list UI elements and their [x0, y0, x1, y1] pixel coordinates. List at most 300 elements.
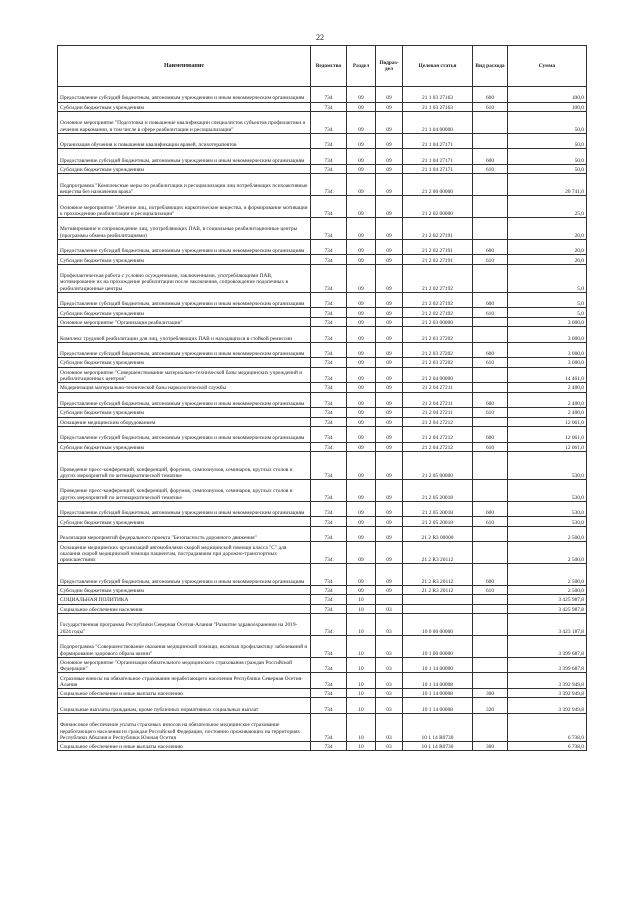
row-sum-cell: 50,0 [508, 111, 587, 133]
table-row [58, 426, 587, 442]
row-department-cell: 734 [311, 635, 347, 657]
row-target-article-cell: 21 2 03 27202 [403, 327, 473, 343]
row-subsection-cell: 09 [376, 451, 403, 479]
row-section-cell: 09 [347, 451, 376, 479]
row-section-cell: 09 [347, 264, 376, 292]
row-expense-type-cell: 610 [473, 308, 508, 317]
row-department-cell: 734 [311, 688, 347, 697]
row-section-cell: 09 [347, 87, 376, 103]
row-subsection-cell: 09 [376, 218, 403, 240]
row-section-cell: 10 [347, 673, 376, 689]
row-department-cell: 734 [311, 392, 347, 408]
row-expense-type-cell: 320 [473, 698, 508, 714]
row-name-cell: Основное мероприятие "Организация реабилитации" [58, 317, 311, 326]
table-row [58, 164, 587, 173]
row-name-cell: Социальное обеспечение населения [58, 604, 311, 613]
row-section-cell: 09 [347, 133, 376, 149]
row-department-cell: 734 [311, 149, 347, 165]
row-name-cell: Субсидии бюджетным учреждениям [58, 102, 311, 111]
row-target-article-cell: 10 1 00 00000 [403, 635, 473, 657]
row-target-article-cell [403, 604, 473, 613]
row-sum-cell: 20,0 [508, 255, 587, 264]
table-row [58, 614, 587, 636]
row-expense-type-cell [473, 174, 508, 196]
row-target-article-cell: 21 2 02 00000 [403, 196, 473, 218]
row-target-article-cell: 21 1 04 27171 [403, 164, 473, 173]
row-expense-type-cell [473, 111, 508, 133]
row-expense-type-cell [473, 196, 508, 218]
row-department-cell: 734 [311, 174, 347, 196]
row-subsection-cell: 09 [376, 367, 403, 383]
header-expense-type: Вид расхода [473, 46, 508, 87]
row-sum-cell: 50,0 [508, 149, 587, 165]
row-department-cell: 734 [311, 111, 347, 133]
row-department-cell: 734 [311, 218, 347, 240]
table-row [58, 264, 587, 292]
row-department-cell: 734 [311, 564, 347, 586]
row-subsection-cell: 09 [376, 255, 403, 264]
row-sum-cell: 3 392 949,8 [508, 688, 587, 697]
row-section-cell: 10 [347, 698, 376, 714]
row-target-article-cell: 21 2 02 27192 [403, 308, 473, 317]
table-row [58, 408, 587, 417]
row-department-cell: 734 [311, 501, 347, 517]
row-section-cell: 09 [347, 164, 376, 173]
row-department-cell: 734 [311, 417, 347, 426]
row-target-article-cell: 21 2 05 00000 [403, 451, 473, 479]
row-department-cell: 734 [311, 383, 347, 392]
row-name-cell: Предоставление субсидий бюджетным, автономным учреждениям и иным некоммерческим организациям [58, 342, 311, 358]
row-subsection-cell: 03 [376, 741, 403, 750]
table-row [58, 342, 587, 358]
row-subsection-cell: 09 [376, 308, 403, 317]
table-row [58, 358, 587, 367]
row-name-cell: Предоставление субсидий бюджетным, автономным учреждениям и иным некоммерческим организациям [58, 149, 311, 165]
table-row [58, 383, 587, 392]
row-subsection-cell: 09 [376, 239, 403, 255]
row-sum-cell: 530,0 [508, 451, 587, 479]
row-sum-cell: 12 061,0 [508, 426, 587, 442]
row-target-article-cell: 21 2 02 27191 [403, 239, 473, 255]
table-row [58, 604, 587, 613]
row-target-article-cell: 21 2 04 27212 [403, 426, 473, 442]
row-name-cell: Основное мероприятие "Лечение лиц, потребляющих наркотические вещества, и формирование мотивации к прохождению реабилитации и ресоциализации" [58, 196, 311, 218]
row-section-cell: 09 [347, 367, 376, 383]
row-sum-cell: 3 423 187,8 [508, 614, 587, 636]
row-subsection-cell [376, 595, 403, 604]
table-row [58, 239, 587, 255]
row-expense-type-cell: 600 [473, 292, 508, 308]
row-sum-cell: 2 500,0 [508, 564, 587, 586]
table-row [58, 196, 587, 218]
table-row [58, 174, 587, 196]
row-subsection-cell: 09 [376, 149, 403, 165]
row-section-cell: 09 [347, 218, 376, 240]
row-subsection-cell: 09 [376, 102, 403, 111]
row-expense-type-cell: 610 [473, 517, 508, 526]
row-name-cell: Субсидии бюджетным учреждениям [58, 358, 311, 367]
row-section-cell: 10 [347, 635, 376, 657]
row-section-cell: 09 [347, 292, 376, 308]
row-name-cell: Подпрограмма "Комплексные меры по реабилитации и ресоциализации лиц потребляющих психоактивные вещества без назначения врача" [58, 174, 311, 196]
row-name-cell: Оснащение медицинских организаций автомобилями скорой медицинской помощи класса "С" для оказания скорой медицинской помощи пациентам, пострадавшим при дорожно-транспортных происшествиях [58, 542, 311, 564]
row-section-cell: 09 [347, 196, 376, 218]
row-target-article-cell: 21 1 04 27171 [403, 133, 473, 149]
table-row [58, 673, 587, 689]
row-section-cell: 09 [347, 564, 376, 586]
row-expense-type-cell: 600 [473, 342, 508, 358]
row-department-cell: 734 [311, 239, 347, 255]
row-expense-type-cell: 600 [473, 149, 508, 165]
row-name-cell: Субсидии бюджетным учреждениям [58, 164, 311, 173]
row-sum-cell: 3 000,0 [508, 342, 587, 358]
row-subsection-cell: 09 [376, 542, 403, 564]
row-name-cell: Субсидии бюджетным учреждениям [58, 442, 311, 451]
row-name-cell: Социальное обеспечение и иные выплаты населению [58, 688, 311, 697]
row-target-article-cell: 21 2 05 20018 [403, 479, 473, 501]
row-name-cell: Предоставление субсидий бюджетным, автономным учреждениям и иным некоммерческим организациям [58, 239, 311, 255]
row-section-cell: 10 [347, 713, 376, 741]
row-name-cell: Предоставление субсидий бюджетным, автономным учреждениям и иным некоммерческим организациям [58, 292, 311, 308]
row-department-cell: 734 [311, 657, 347, 673]
row-expense-type-cell: 600 [473, 564, 508, 586]
row-name-cell: Мотивирование и сопровождение лиц, употребляющих ПАВ, в социальные реабилитационные центры (программы обмена реабилитациями) [58, 218, 311, 240]
row-section-cell: 09 [347, 358, 376, 367]
row-subsection-cell: 09 [376, 417, 403, 426]
row-sum-cell: 530,0 [508, 501, 587, 517]
row-subsection-cell: 09 [376, 164, 403, 173]
row-target-article-cell: 21 2 R3 00000 [403, 526, 473, 542]
table-row [58, 133, 587, 149]
table-row [58, 586, 587, 595]
row-section-cell: 09 [347, 426, 376, 442]
row-sum-cell: 3 425 987,8 [508, 604, 587, 613]
row-target-article-cell: 21 2 R3 20112 [403, 542, 473, 564]
row-name-cell: Подпрограмма "Совершенствование оказания медицинской помощи, включая профилактику заболеваний и формирование здорового образа жизни" [58, 635, 311, 657]
header-section: Раздел [347, 46, 376, 87]
row-department-cell: 734 [311, 741, 347, 750]
row-expense-type-cell [473, 673, 508, 689]
row-expense-type-cell [473, 657, 508, 673]
row-department-cell: 734 [311, 308, 347, 317]
row-section-cell: 10 [347, 595, 376, 604]
row-department-cell: 734 [311, 479, 347, 501]
row-expense-type-cell [473, 526, 508, 542]
row-department-cell: 734 [311, 426, 347, 442]
row-expense-type-cell: 610 [473, 102, 508, 111]
row-section-cell: 09 [347, 102, 376, 111]
row-department-cell: 734 [311, 698, 347, 714]
row-sum-cell: 2 500,0 [508, 542, 587, 564]
row-sum-cell: 2 400,0 [508, 408, 587, 417]
row-sum-cell: 5,0 [508, 308, 587, 317]
row-section-cell: 09 [347, 586, 376, 595]
row-department-cell: 734 [311, 264, 347, 292]
row-subsection-cell: 09 [376, 392, 403, 408]
header-sum: Сумма [508, 46, 587, 87]
row-name-cell: Проведение пресс-конференций, конференций, форумов, симпозиумов, семинаров, круглых столов и других мероприятий по антинаркотической тематике [58, 451, 311, 479]
row-expense-type-cell [473, 264, 508, 292]
row-department-cell: 734 [311, 164, 347, 173]
row-target-article-cell: 21 2 03 27202 [403, 358, 473, 367]
row-section-cell: 09 [347, 442, 376, 451]
row-subsection-cell: 09 [376, 174, 403, 196]
row-expense-type-cell [473, 133, 508, 149]
row-subsection-cell: 03 [376, 635, 403, 657]
row-name-cell: Оснащение медицинским оборудованием [58, 417, 311, 426]
row-sum-cell: 14 461,0 [508, 367, 587, 383]
row-subsection-cell: 09 [376, 342, 403, 358]
row-name-cell: Основное мероприятие "Подготовка и повышение квалификации специалистов субъектов профилактики и лечения наркомании, в том числе в сфере реабилитации и ресоциализации" [58, 111, 311, 133]
row-sum-cell: 20,0 [508, 218, 587, 240]
row-subsection-cell: 09 [376, 426, 403, 442]
row-department-cell: 734 [311, 614, 347, 636]
table-row [58, 417, 587, 426]
table-row [58, 102, 587, 111]
row-department-cell: 734 [311, 102, 347, 111]
table-row [58, 327, 587, 343]
row-expense-type-cell: 600 [473, 392, 508, 408]
row-sum-cell: 100,0 [508, 102, 587, 111]
table-row [58, 87, 587, 103]
row-expense-type-cell: 300 [473, 741, 508, 750]
row-subsection-cell: 09 [376, 111, 403, 133]
row-subsection-cell: 09 [376, 526, 403, 542]
row-section-cell: 10 [347, 614, 376, 636]
row-sum-cell: 6 738,0 [508, 741, 587, 750]
row-name-cell: Субсидии бюджетным учреждениям [58, 517, 311, 526]
row-target-article-cell: 10 1 14 00008 [403, 673, 473, 689]
row-sum-cell: 12 061,0 [508, 442, 587, 451]
row-subsection-cell: 03 [376, 673, 403, 689]
row-name-cell: Предоставление субсидий бюджетным, автономным учреждениям и иным некоммерческим организациям [58, 564, 311, 586]
row-department-cell: 734 [311, 526, 347, 542]
row-sum-cell: 5,0 [508, 264, 587, 292]
row-target-article-cell: 10 1 14 00008 [403, 698, 473, 714]
row-section-cell: 09 [347, 255, 376, 264]
row-department-cell: 734 [311, 408, 347, 417]
table-row [58, 595, 587, 604]
header-name: Наименование [58, 46, 311, 87]
row-sum-cell: 530,0 [508, 479, 587, 501]
row-section-cell: 09 [347, 542, 376, 564]
row-target-article-cell: 21 2 04 27212 [403, 442, 473, 451]
row-section-cell: 09 [347, 479, 376, 501]
page-number: 22 [316, 33, 324, 42]
row-section-cell: 09 [347, 111, 376, 133]
table-row [58, 698, 587, 714]
row-subsection-cell: 03 [376, 657, 403, 673]
header-subsection: Подраз-дел [376, 46, 403, 87]
row-section-cell: 09 [347, 408, 376, 417]
row-subsection-cell: 09 [376, 327, 403, 343]
row-sum-cell: 5,0 [508, 292, 587, 308]
row-section-cell: 10 [347, 688, 376, 697]
row-department-cell: 734 [311, 196, 347, 218]
row-target-article-cell: 10 1 14 00008 [403, 688, 473, 697]
table-row [58, 317, 587, 326]
table-row [58, 442, 587, 451]
row-target-article-cell: 21 2 05 20018 [403, 517, 473, 526]
row-name-cell: Комплекс трудовой реабилитации для лиц, употребляющих ПАВ и находящихся в стойкой ремиссии [58, 327, 311, 343]
row-subsection-cell: 03 [376, 614, 403, 636]
row-section-cell: 09 [347, 327, 376, 343]
row-subsection-cell: 09 [376, 292, 403, 308]
row-name-cell: Профилактическая работа с условно осужденными, заключенными, употребляющими ПАВ, мотивирование их на прохождение реабилитации после заключения, сопровождение подопечных в реабилитационные центры [58, 264, 311, 292]
row-target-article-cell: 21 2 04 27211 [403, 392, 473, 408]
table-row [58, 218, 587, 240]
row-section-cell: 09 [347, 417, 376, 426]
row-name-cell: Субсидии бюджетным учреждениям [58, 586, 311, 595]
row-expense-type-cell: 600 [473, 239, 508, 255]
row-department-cell: 734 [311, 673, 347, 689]
table-row [58, 111, 587, 133]
row-department-cell: 734 [311, 517, 347, 526]
row-section-cell: 09 [347, 526, 376, 542]
row-subsection-cell: 09 [376, 133, 403, 149]
row-target-article-cell: 21 1 03 27163 [403, 87, 473, 103]
row-name-cell: Страховые взносы на обязательное страхование неработающего населения Республики Северная Осетия-Алания [58, 673, 311, 689]
row-department-cell: 734 [311, 292, 347, 308]
row-sum-cell: 3 399 687,8 [508, 635, 587, 657]
row-expense-type-cell [473, 383, 508, 392]
row-target-article-cell: 21 2 04 27212 [403, 417, 473, 426]
row-target-article-cell: 21 2 03 27202 [403, 342, 473, 358]
row-department-cell: 734 [311, 317, 347, 326]
table-row [58, 713, 587, 741]
row-subsection-cell: 09 [376, 442, 403, 451]
row-target-article-cell: 21 2 R3 20112 [403, 586, 473, 595]
row-name-cell: Основное мероприятие "Совершенствование материально-технической базы медицинских учреждений и реабилитационных центров" [58, 367, 311, 383]
row-sum-cell: 50,0 [508, 164, 587, 173]
budget-table [57, 45, 587, 751]
table-body [58, 87, 587, 751]
row-department-cell: 734 [311, 442, 347, 451]
row-subsection-cell: 03 [376, 604, 403, 613]
row-name-cell: Финансовое обеспечение уплаты страховых взносов на обязательное медицинское страхование неработающего населения из граждан Российской Федерации, постоянно проживающих на территориях Республики Абхазия и Республики Южная Осетия [58, 713, 311, 741]
row-target-article-cell: 21 2 04 27211 [403, 408, 473, 417]
row-sum-cell: 12 061,0 [508, 417, 587, 426]
row-expense-type-cell [473, 327, 508, 343]
row-section-cell: 09 [347, 517, 376, 526]
row-name-cell: Организация обучения и повышения квалификации врачей, психотерапевтов [58, 133, 311, 149]
row-expense-type-cell [473, 317, 508, 326]
row-subsection-cell: 09 [376, 586, 403, 595]
row-name-cell: Реализация мероприятий федерального проекта "Безопасность дорожного движения" [58, 526, 311, 542]
row-target-article-cell: 21 2 02 27192 [403, 292, 473, 308]
row-expense-type-cell [473, 614, 508, 636]
row-sum-cell: 2 500,0 [508, 586, 587, 595]
row-department-cell: 734 [311, 451, 347, 479]
row-target-article-cell: 21 1 04 27171 [403, 149, 473, 165]
row-sum-cell: 6 738,0 [508, 713, 587, 741]
table-row [58, 741, 587, 750]
row-department-cell: 734 [311, 327, 347, 343]
row-target-article-cell: 21 1 03 27163 [403, 102, 473, 111]
row-expense-type-cell [473, 218, 508, 240]
row-department-cell: 734 [311, 358, 347, 367]
row-department-cell: 734 [311, 604, 347, 613]
row-target-article-cell: 21 1 04 00000 [403, 111, 473, 133]
row-target-article-cell: 10 1 14 R0730 [403, 741, 473, 750]
row-section-cell: 09 [347, 383, 376, 392]
row-name-cell: Государственная программа Республики Северная Осетия-Алания "Развитие здравоохранения на 2019-2024 годы" [58, 614, 311, 636]
row-department-cell: 734 [311, 542, 347, 564]
row-subsection-cell: 03 [376, 713, 403, 741]
row-sum-cell: 530,0 [508, 517, 587, 526]
row-sum-cell: 3 392 949,8 [508, 698, 587, 714]
row-expense-type-cell [473, 604, 508, 613]
row-expense-type-cell: 610 [473, 408, 508, 417]
row-target-article-cell: 21 2 04 00000 [403, 367, 473, 383]
row-name-cell: Предоставление субсидий бюджетным, автономным учреждениям и иным некоммерческим организациям [58, 501, 311, 517]
row-name-cell: Субсидии бюджетным учреждениям [58, 408, 311, 417]
row-name-cell: Модернизация материально-технической базы наркологической службы [58, 383, 311, 392]
row-sum-cell: 100,0 [508, 87, 587, 103]
table-row [58, 255, 587, 264]
row-target-article-cell: 21 2 02 27191 [403, 255, 473, 264]
row-target-article-cell: 10 1 14 R0730 [403, 713, 473, 741]
row-expense-type-cell [473, 417, 508, 426]
row-target-article-cell: 21 2 00 00000 [403, 174, 473, 196]
row-expense-type-cell: 600 [473, 426, 508, 442]
row-sum-cell: 50,0 [508, 133, 587, 149]
row-sum-cell: 2 400,0 [508, 392, 587, 408]
row-subsection-cell: 09 [376, 264, 403, 292]
table-row [58, 308, 587, 317]
row-subsection-cell: 03 [376, 688, 403, 697]
row-target-article-cell: 21 2 04 27211 [403, 383, 473, 392]
row-section-cell: 09 [347, 342, 376, 358]
row-sum-cell: 3 399 687,8 [508, 657, 587, 673]
row-sum-cell: 2 500,0 [508, 526, 587, 542]
row-section-cell: 09 [347, 149, 376, 165]
table-row [58, 657, 587, 673]
row-subsection-cell: 03 [376, 698, 403, 714]
row-expense-type-cell: 610 [473, 586, 508, 595]
row-department-cell: 734 [311, 133, 347, 149]
table-row [58, 479, 587, 501]
row-department-cell: 734 [311, 713, 347, 741]
row-expense-type-cell: 300 [473, 688, 508, 697]
row-sum-cell: 20,0 [508, 239, 587, 255]
row-subsection-cell: 09 [376, 408, 403, 417]
row-name-cell: Предоставление субсидий бюджетным, автономным учреждениям и иным некоммерческим организациям [58, 392, 311, 408]
row-name-cell: Проведение пресс-конференций, конференций, форумов, симпозиумов, семинаров, круглых столов и других мероприятий по антинаркотической тематике [58, 479, 311, 501]
row-sum-cell: 3 000,0 [508, 327, 587, 343]
row-target-article-cell: 21 2 02 27191 [403, 218, 473, 240]
row-expense-type-cell: 600 [473, 501, 508, 517]
row-sum-cell: 2 400,0 [508, 383, 587, 392]
row-section-cell: 09 [347, 308, 376, 317]
row-department-cell: 734 [311, 255, 347, 264]
row-sum-cell: 3 392 949,8 [508, 673, 587, 689]
table-row [58, 688, 587, 697]
row-expense-type-cell: 600 [473, 87, 508, 103]
row-expense-type-cell [473, 451, 508, 479]
row-expense-type-cell [473, 595, 508, 604]
row-name-cell: Социальные выплаты гражданам, кроме публичных нормативных социальных выплат [58, 698, 311, 714]
row-expense-type-cell: 610 [473, 442, 508, 451]
row-subsection-cell: 09 [376, 383, 403, 392]
table-row [58, 564, 587, 586]
row-name-cell: Субсидии бюджетным учреждениям [58, 308, 311, 317]
row-expense-type-cell [473, 713, 508, 741]
row-department-cell: 734 [311, 87, 347, 103]
row-department-cell: 734 [311, 586, 347, 595]
table-row [58, 517, 587, 526]
row-expense-type-cell: 610 [473, 164, 508, 173]
